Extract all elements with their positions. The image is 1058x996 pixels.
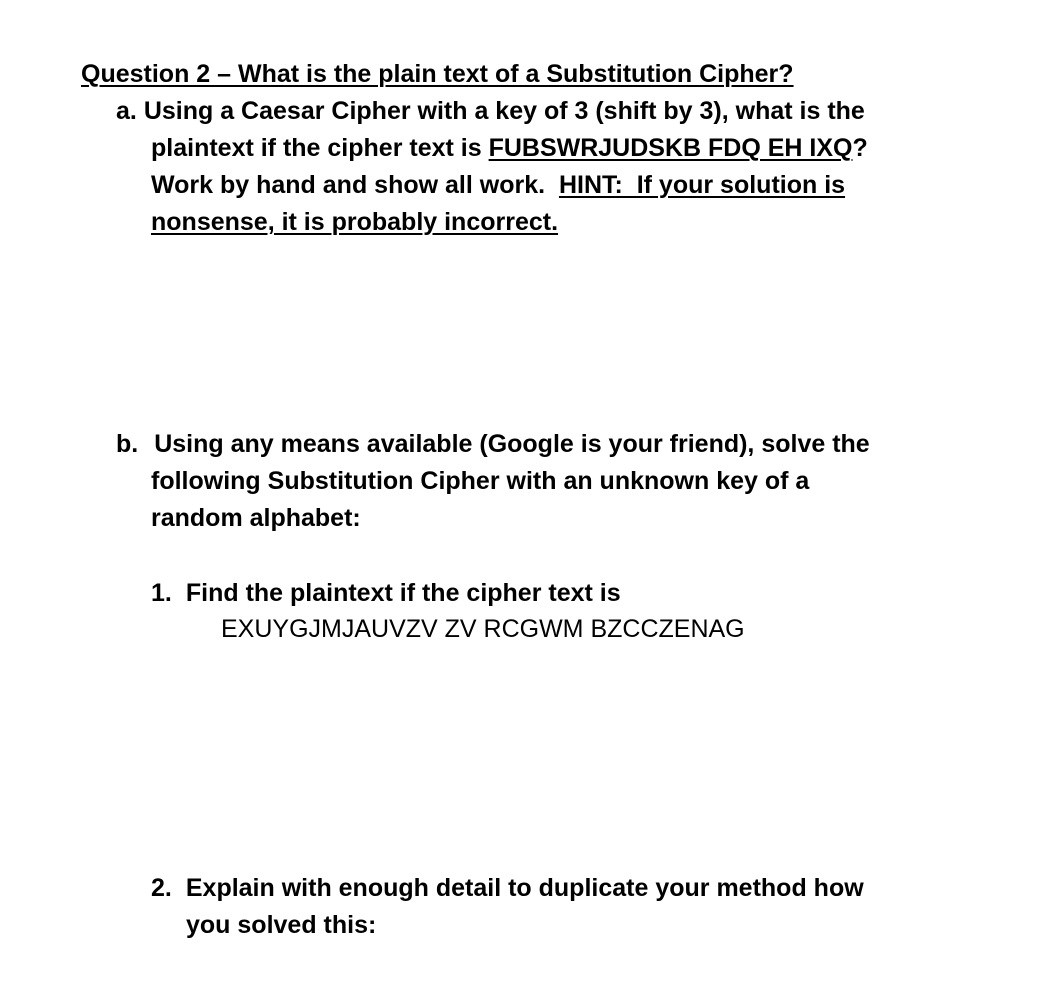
- part-a-line-4: nonsense, it is probably incorrect.: [151, 208, 559, 236]
- part-b-item-2: [151, 870, 864, 907]
- part-a-line-2: [151, 130, 868, 167]
- part-a-line-2-suffix: ?: [852, 134, 868, 162]
- part-a-cipher-text: FUBSWRJUDSKB FDQ EH IXQ: [488, 134, 853, 162]
- part-b-label: b.: [116, 430, 139, 458]
- item-1-cipher-text: EXUYGJMJAUVZV ZV RCGWM BZCCZENAG: [221, 615, 745, 643]
- part-b-line-1: [116, 426, 870, 463]
- item-2-number: 2.: [151, 874, 172, 902]
- item-1-number: 1.: [151, 579, 172, 607]
- item-2-line-2: you solved this:: [186, 911, 377, 939]
- part-a-label: a.: [116, 97, 137, 125]
- part-a-hint: HINT: If your solution is: [558, 171, 846, 199]
- part-b-question-text: Using any means available (Google is your friend), solve the: [154, 430, 870, 458]
- part-a-line-1: [116, 93, 865, 130]
- part-a-question-text: Using a Caesar Cipher with a key of 3 (shift by 3), what is the: [143, 97, 865, 125]
- item-1-text: Find the plaintext if the cipher text is: [185, 579, 621, 607]
- part-b-line-2: following Substitution Cipher with an unknown key of a: [151, 467, 810, 495]
- part-a-line-3: [151, 167, 845, 204]
- part-a-instruction: Work by hand and show all work.: [151, 171, 559, 199]
- item-2-text: Explain with enough detail to duplicate your method how: [185, 874, 864, 902]
- part-a-line-2-prefix: plaintext if the cipher text is: [151, 134, 489, 162]
- question-title: Question 2 – What is the plain text of a Substitution Cipher?: [81, 60, 794, 88]
- part-b-line-3: random alphabet:: [151, 504, 361, 532]
- part-b-item-1: [151, 575, 621, 612]
